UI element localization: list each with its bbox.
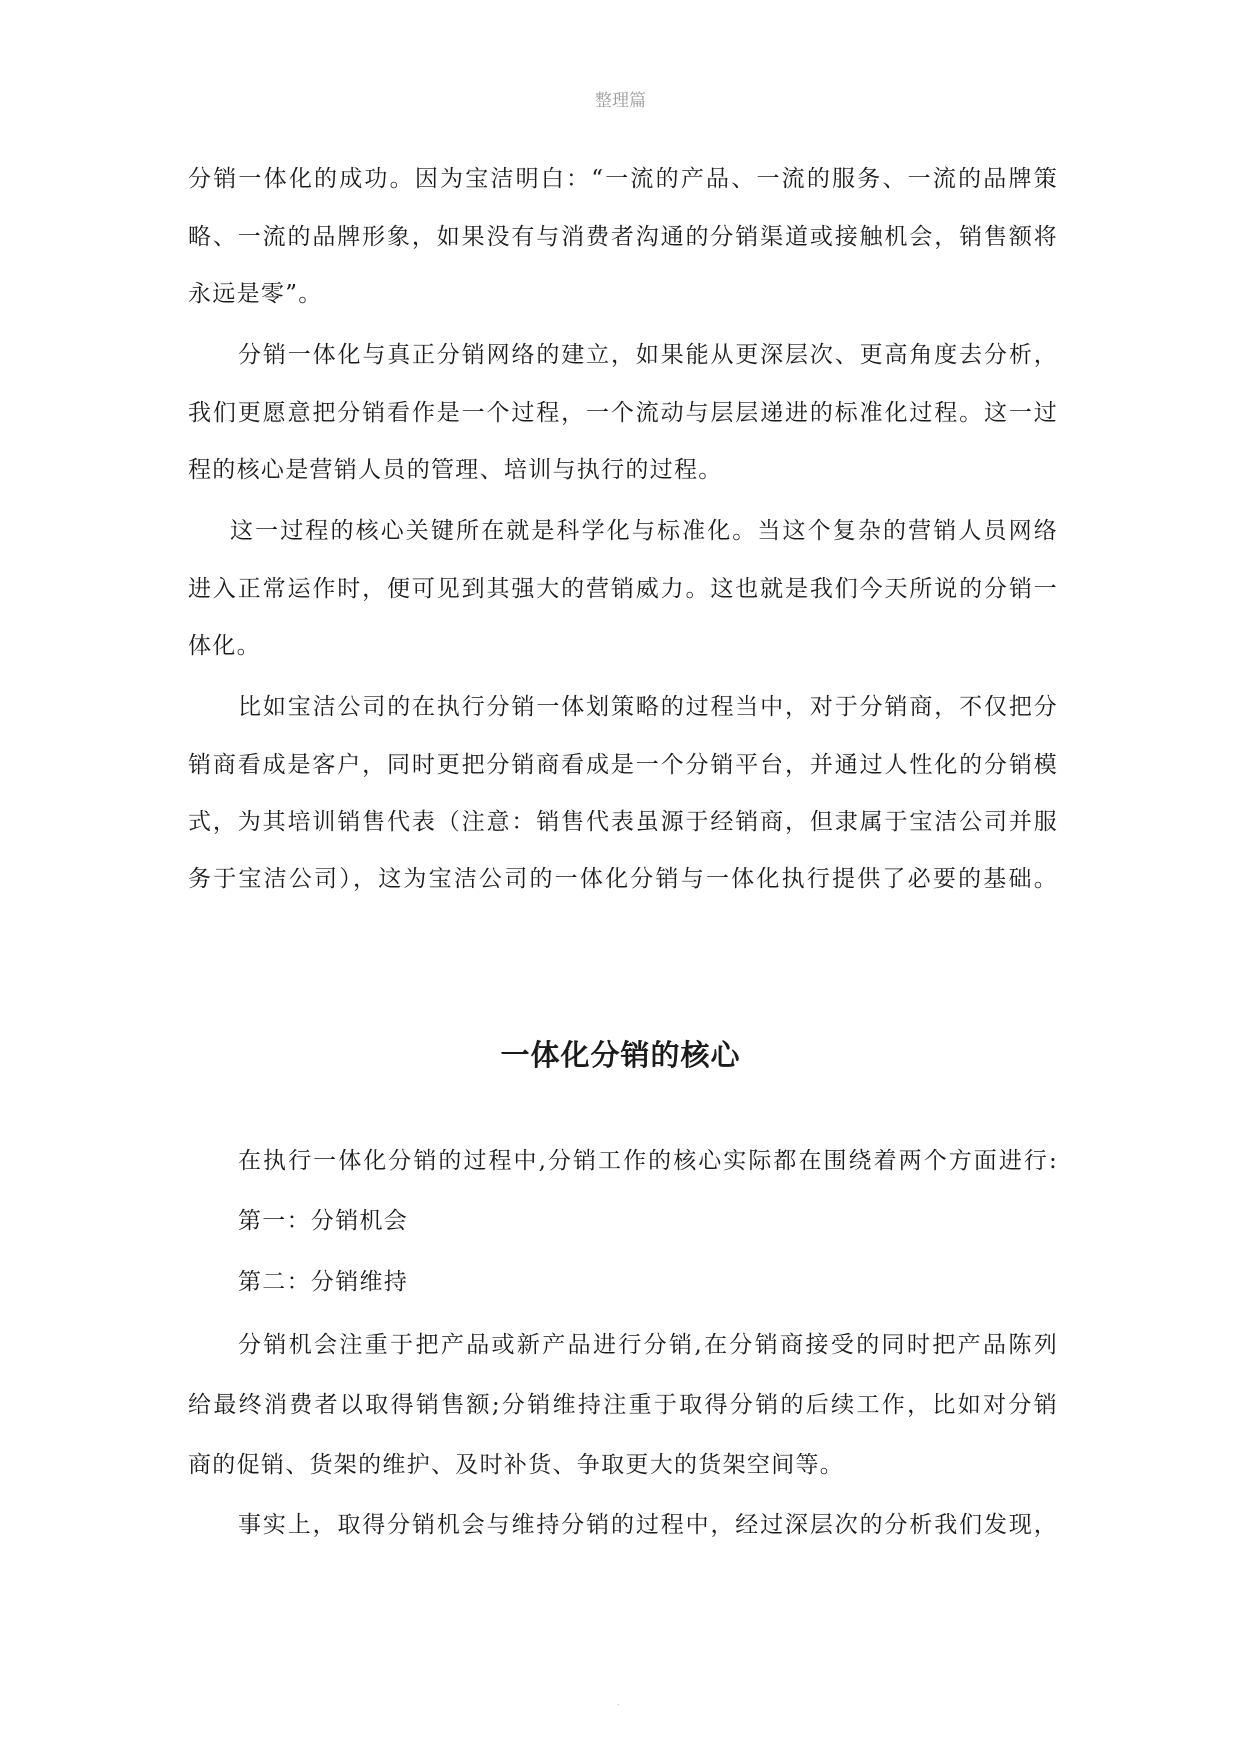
paragraph-3-line-3: 体化。 [188, 633, 261, 659]
paragraph-4-line-2: 销商看成是客户，同时更把分销商看成是一个分销平台，并通过人性化的分销模 [188, 752, 1058, 778]
section-para-1-line-1: 分销机会注重于把产品或新产品进行分销,在分销商接受的同时把产品陈列 [238, 1332, 1058, 1358]
paragraph-4-line-1: 比如宝洁公司的在执行分销一体划策略的过程当中，对于分销商，不仅把分 [238, 694, 1058, 720]
page-header: 整理篇 [595, 91, 646, 111]
section-heading: 一体化分销的核心 [500, 1038, 741, 1072]
paragraph-3-line-1: 这一过程的核心关键所在就是科学化与标准化。当这个复杂的营销人员网络 [230, 518, 1058, 544]
section-para-2-line-1: 事实上，取得分销机会与维持分销的过程中，经过深层次的分析我们发现， [238, 1512, 1058, 1538]
section-para-1-line-2: 给最终消费者以取得销售额;分销维持注重于取得分销的后续工作，比如对分销 [188, 1392, 1058, 1418]
paragraph-2-line-1: 分销一体化与真正分销网络的建立，如果能从更深层次、更高角度去分析， [238, 342, 1058, 368]
point-2: 第二：分销维持 [238, 1269, 409, 1295]
paragraph-3-line-2: 进入正常运作时，便可见到其强大的营销威力。这也就是我们今天所说的分销一 [188, 576, 1058, 602]
paragraph-1-line-1: 分销一体化的成功。因为宝洁明白：“一流的产品、一流的服务、一流的品牌策 [188, 166, 1058, 192]
section-para-1-line-3: 商的促销、货架的维护、及时补货、争取更大的货架空间等。 [188, 1452, 845, 1478]
paragraph-2-line-3: 程的核心是营销人员的管理、培训与执行的过程。 [188, 457, 723, 483]
paragraph-4-line-4: 务于宝洁公司），这为宝洁公司的一体化分销与一体化执行提供了必要的基础。 [188, 866, 1058, 892]
section-intro: 在执行一体化分销的过程中,分销工作的核心实际都在围绕着两个方面进行: [238, 1148, 1058, 1174]
page-footer-mark: . [617, 1698, 620, 1707]
paragraph-1-line-3: 永远是零”。 [188, 281, 323, 307]
paragraph-2-line-2: 我们更愿意把分销看作是一个过程，一个流动与层层递进的标准化过程。这一过 [188, 400, 1058, 426]
point-1: 第一：分销机会 [238, 1208, 409, 1234]
paragraph-1-line-2: 略、一流的品牌形象，如果没有与消费者沟通的分销渠道或接触机会，销售额将 [188, 224, 1058, 250]
paragraph-4-line-3: 式，为其培训销售代表（注意：销售代表虽源于经销商，但隶属于宝洁公司并服 [188, 809, 1058, 835]
